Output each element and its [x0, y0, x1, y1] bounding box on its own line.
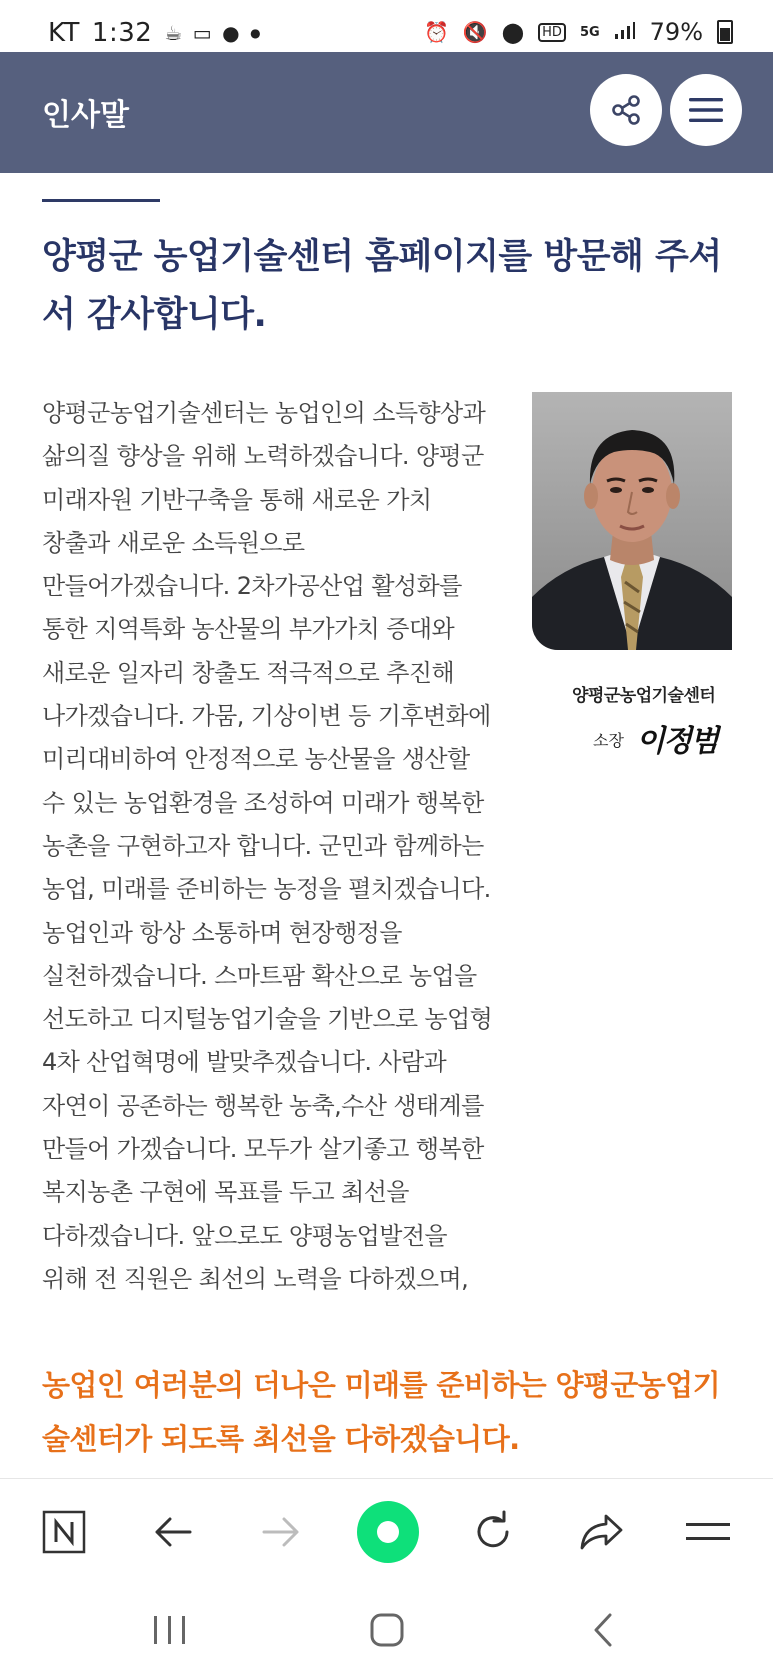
director-photo: [532, 392, 732, 650]
closing-statement: 농업인 여러분의 더나은 미래를 준비하는 양평군농업기술센터가 되도록 최선을 다하겠습니다.: [42, 1368, 721, 1456]
browser-menu-button[interactable]: [683, 1507, 733, 1557]
forward-share-icon: [578, 1512, 624, 1552]
forward-button[interactable]: [256, 1507, 306, 1557]
naver-n-icon: [42, 1510, 86, 1554]
home-orb-icon: [377, 1521, 399, 1543]
clock: 1:32: [91, 18, 153, 48]
notification-icons: [164, 21, 261, 45]
browser-toolbar: [0, 1478, 773, 1584]
home-square-icon: [369, 1612, 405, 1648]
greeting-heading: 양평군 농업기술센터 홈페이지를 방문해 주셔서 감사합니다.: [42, 237, 722, 335]
back-button[interactable]: [148, 1507, 198, 1557]
heading-accent-line: [42, 199, 160, 202]
system-back-button[interactable]: [590, 1611, 616, 1653]
hamburger-icon: [687, 95, 725, 125]
arrow-left-icon: [152, 1515, 194, 1549]
system-nav-bar: [0, 1583, 773, 1675]
naver-button[interactable]: [39, 1507, 89, 1557]
signature-title: 소장: [593, 731, 624, 750]
battery-icon: [717, 20, 733, 44]
coffee-icon: ☕: [164, 21, 183, 45]
dot-icon: ●: [250, 26, 262, 40]
location-icon: ⬤: [501, 20, 525, 44]
alarm-icon: ⏰: [423, 20, 449, 44]
menu-lines-icon: [686, 1517, 730, 1547]
network-icon: 5G: [579, 24, 600, 40]
carrier: KT: [48, 18, 80, 48]
home-button[interactable]: [357, 1501, 419, 1563]
share-page-button[interactable]: [576, 1507, 626, 1557]
mute-icon: 🔇: [462, 20, 488, 44]
greeting-body: 양평군농업기술센터는 농업인의 소득향상과 삶의질 향상을 위해 노력하겠습니다. 양평군 미래자원 기반구축을 통해 새로운 가치 창출과 새로운 소득원으로 만들어가겠습니다. 2차가공산업 활성화를 통한 지역특화 농산물의 부가가치 증대와 새로운 일자리 창출도 적극적으로 추진해 나가겠습니다. 가뭄, 기상이변 등 기후변화에 미리대비하여 안정적으로 농산물을 생산할 수 있는 농업환경을 조성하여 미래가 행복한 농촌을 구현하고자 합니다. 군민과 함께하는 농업, 미래를 준비하는 농정을 펼치겠습니다. 농업인과 항상 소통하며 현장행정을 실천하겠습니다. 스마트팜 확산으로 농업을 선도하고 디지털농업기술을 기반으로 농업형 4차 산업혁명에 발맞추겠습니다. 사람과 자연이 공존하는 행복한 농축,수산 생태계를 만들어 가겠습니다. 모두가 살기좋고 행복한 복지농촌 구현에 목표를 두고 최선을 다하겠습니다. 앞으로도 양평농업발전을 위해 전 직원은 최선의 노력을 다하겠으며,: [42, 399, 493, 1293]
page-header: [0, 52, 773, 173]
share-button[interactable]: [590, 74, 662, 146]
page-title: 인사말: [42, 98, 129, 133]
system-home-button[interactable]: [369, 1612, 405, 1652]
chat-icon: ●: [222, 21, 241, 45]
recent-apps-button[interactable]: [150, 1613, 190, 1651]
refresh-icon: [471, 1510, 515, 1554]
refresh-button[interactable]: [468, 1507, 518, 1557]
arrow-right-icon: [260, 1515, 302, 1549]
signature-name: 이정범: [636, 724, 717, 759]
menu-button[interactable]: [670, 74, 742, 146]
signature-organization: 양평군농업기술센터: [572, 686, 716, 706]
status-bar: [0, 0, 773, 52]
status-right: [424, 18, 733, 46]
hd-icon: HD: [538, 23, 566, 42]
cassette-icon: ▭: [192, 21, 213, 45]
recents-icon: [150, 1613, 190, 1647]
share-icon: [609, 93, 643, 127]
battery-percent: 79%: [649, 18, 703, 46]
signal-icon: [614, 20, 636, 45]
status-left: [48, 18, 261, 48]
chevron-left-icon: [590, 1611, 616, 1649]
